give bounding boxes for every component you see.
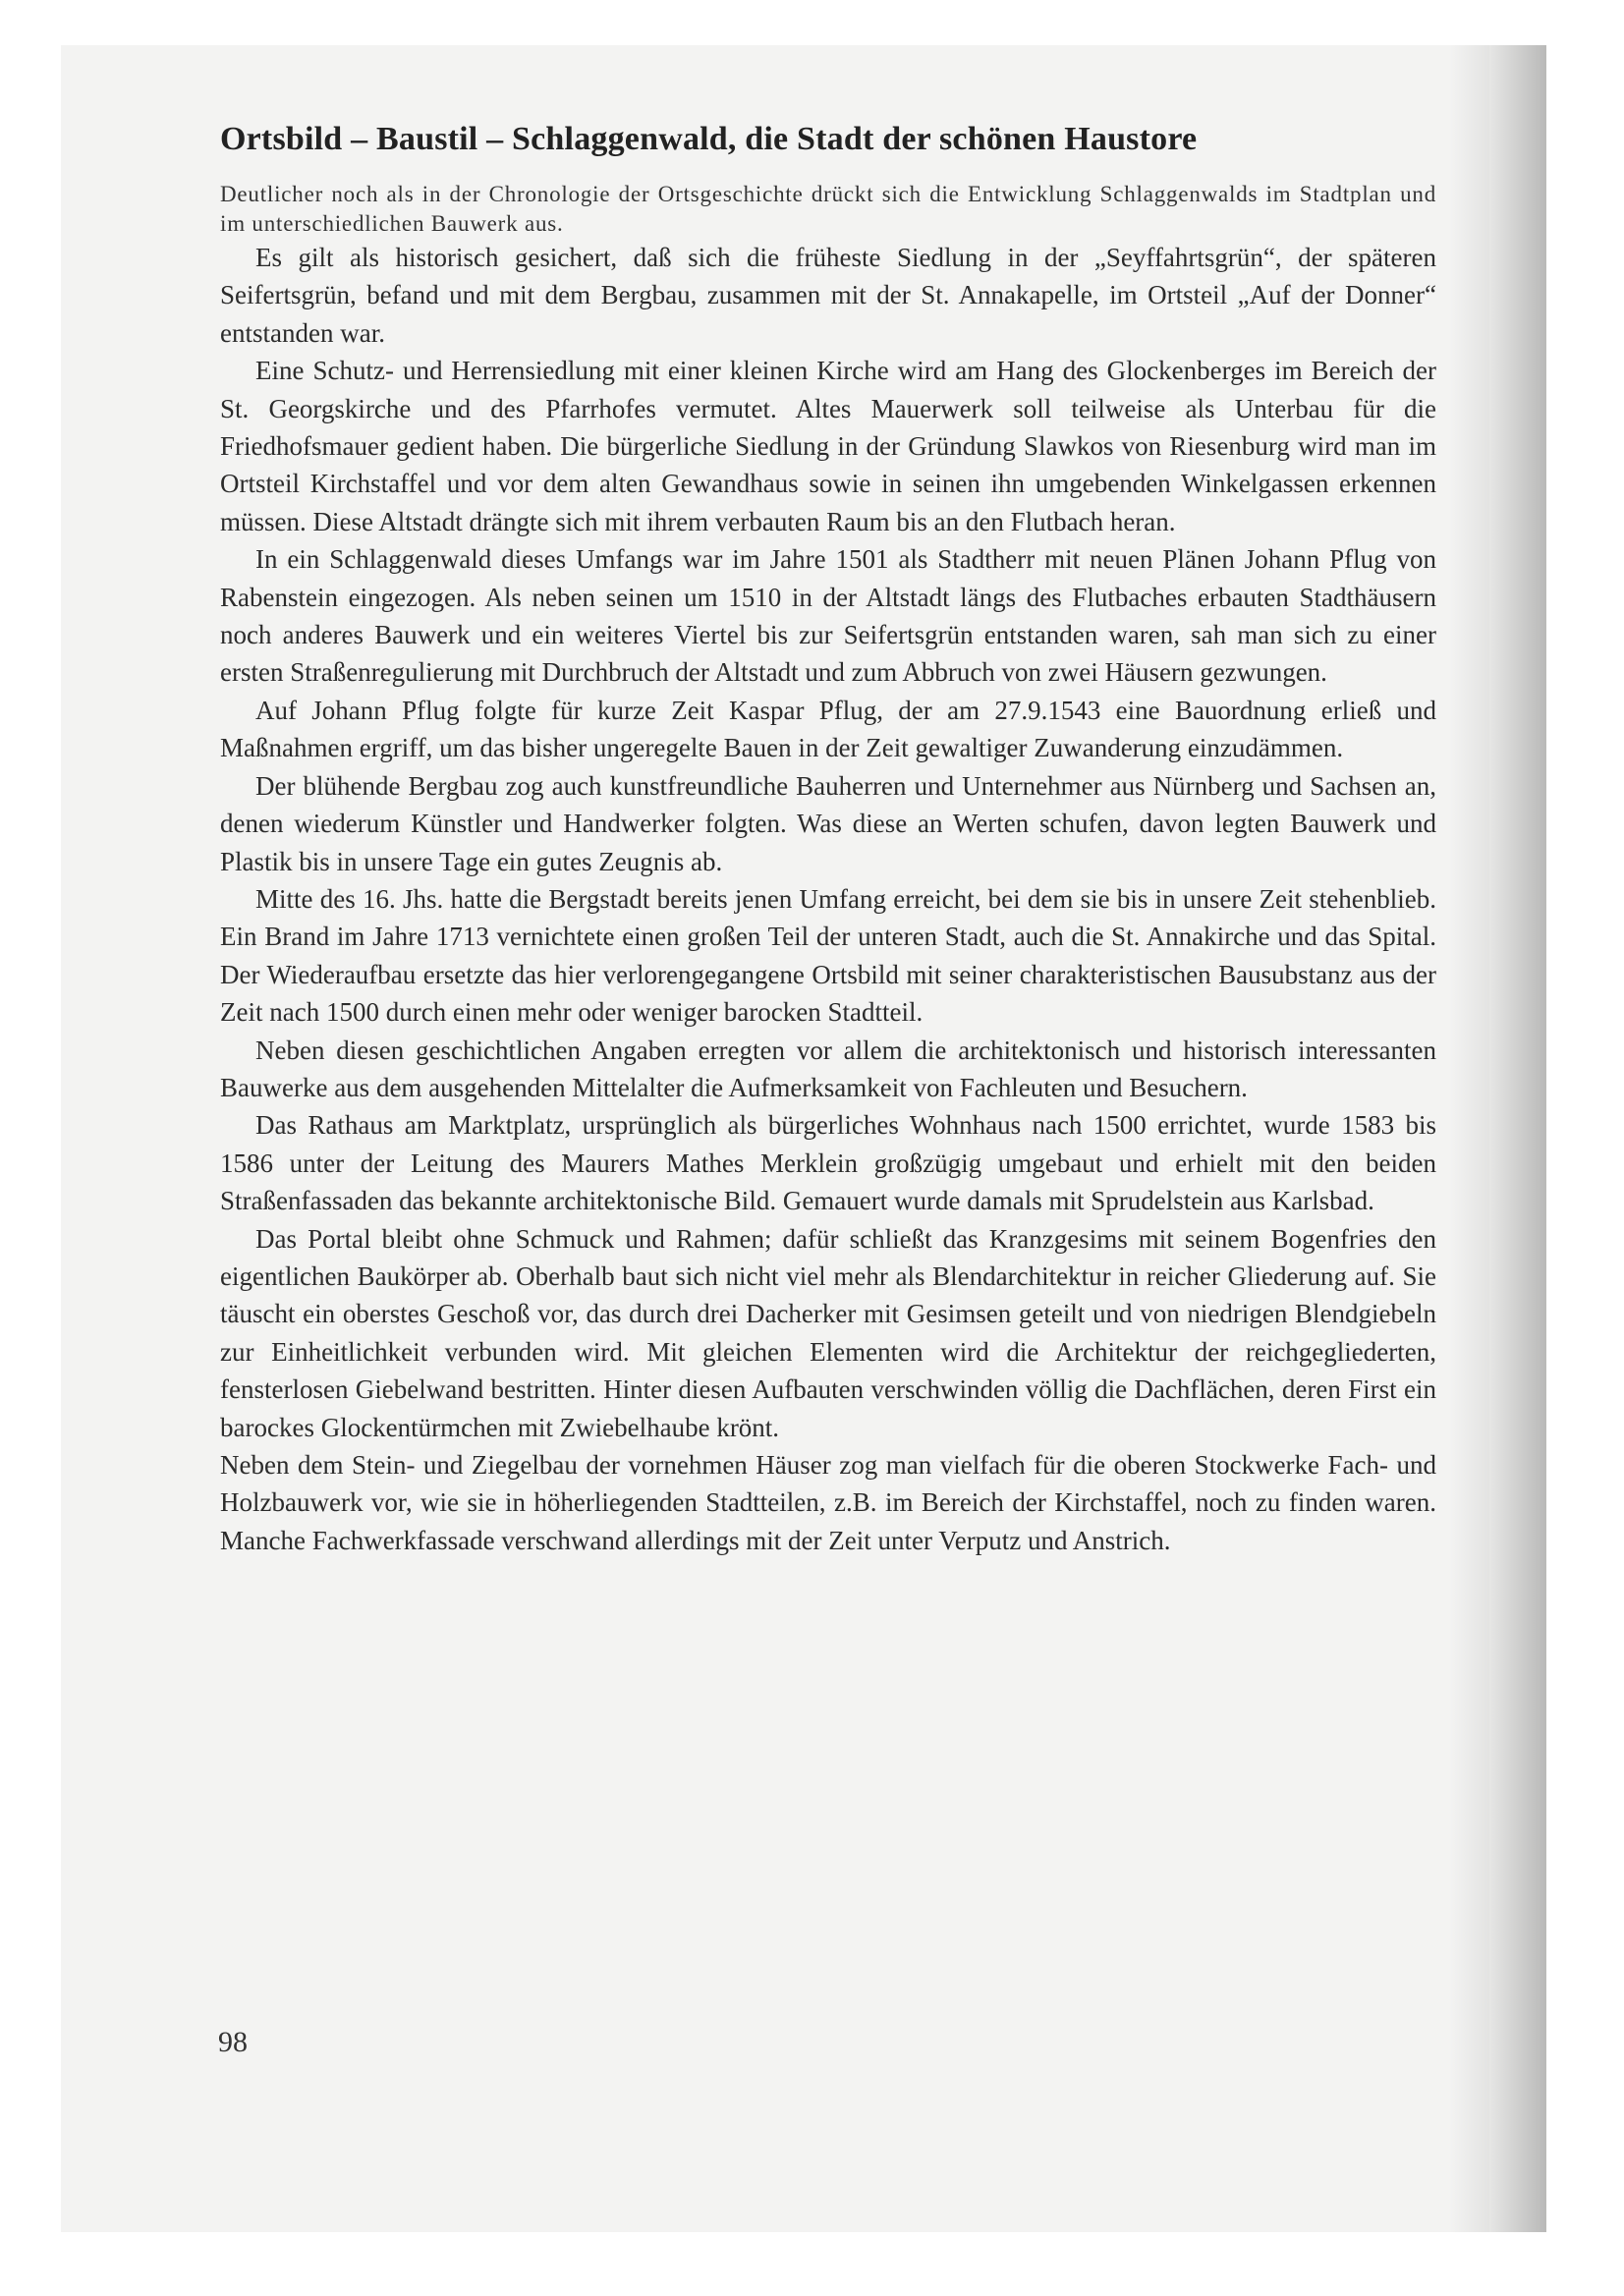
paragraph-8: Das Rathaus am Marktplatz, ursprünglich als bürgerliches Wohnhaus nach 1500 errichtet, wurde 1583 bis 1586 unter der Leitung des Maurers Mathes Merklein großzügig umgebaut und erhielt mit den beiden Straßenfassaden das bekannte architektonische Bild. Gemauert wurde damals mit Sprudelstein aus Karlsbad. (220, 1110, 1436, 1216)
paragraph-2: Eine Schutz- und Herrensiedlung mit einer kleinen Kirche wird am Hang des Glockenberges im Bereich der St. Georgskirche und des Pfarrhofes vermutet. Altes Mauerwerk soll teilweise als Unterbau für die Friedhofsmauer gedient haben. Die bürgerliche Siedlung in der Gründung Slawkos von Riesenburg wird man im Ortsteil Kirchstaffel und vor dem alten Gewandhaus sowie in seinen ihn umgebenden Winkelgassen erkennen müssen. Diese Altstadt drängte sich mit ihrem verbauten Raum bis an den Flutbach heran. (220, 356, 1436, 536)
paragraph-7: Neben diesen geschichtlichen Angaben erregten vor allem die architektonisch und historisch interessanten Bauwerke aus dem ausgehenden Mittelalter die Aufmerksamkeit von Fachleuten und Besuchern. (220, 1035, 1436, 1102)
page-edge-shadow (1489, 45, 1546, 2232)
page-number: 98 (218, 2026, 248, 2058)
paragraph-6: Mitte des 16. Jhs. hatte die Bergstadt bereits jenen Umfang erreicht, bei dem sie bis in unsere Zeit stehenblieb. Ein Brand im Jahre 1713 vernichtete einen großen Teil der unteren Stadt, auch die St. Annakirche und das Spital. Der Wiederaufbau ersetzte das hier verlorengegangene Ortsbild mit seiner charakteristischen Bausubstanz aus der Zeit nach 1500 durch einen mehr oder weniger barocken Stadtteil. (220, 883, 1436, 1028)
paragraph-4: Auf Johann Pflug folgte für kurze Zeit Kaspar Pflug, der am 27.9.1543 eine Bauordnung erließ und Maßnahmen ergriff, um das bisher ungeregelte Bauen in der Zeit gewaltiger Zuwanderung einzudämmen. (220, 695, 1436, 763)
article-title: Ortsbild – Baustil – Schlaggenwald, die Stadt der schönen Haustore (220, 121, 1198, 157)
paragraph-1: Es gilt als historisch gesichert, daß sich die früheste Siedlung in der „Seyffahrtsgrün“, der späteren Seifertsgrün, befand und mit dem Bergbau, zusammen mit der St. Annakapelle, im Ortsteil „Auf der Donner“ entstanden war. (220, 243, 1436, 348)
paragraph-10: Neben dem Stein- und Ziegelbau der vornehmen Häuser zog man vielfach für die oberen Stockwerke Fach- und Holzbauwerk vor, wie sie in höherliegenden Stadtteilen, z.B. im Bereich der Kirchstaffel, noch zu finden waren. Manche Fachwerkfassade verschwand allerdings mit der Zeit unter Verputz und Anstrich. (220, 1450, 1436, 1555)
article-body (220, 119, 1436, 1559)
paragraph-3: In ein Schlaggenwald dieses Umfangs war im Jahre 1501 als Stadtherr mit neuen Plänen Johann Pflug von Rabenstein eingezogen. Als neben seinen um 1510 in der Altstadt längs des Flutbaches erbauten Stadthäusern noch anderes Bauwerk und ein weiteres Viertel bis zur Seifertsgrün entstanden waren, sah man sich zu einer ersten Straßenregulierung mit Durchbruch der Altstadt und zum Abbruch von zwei Häusern gezwungen. (220, 544, 1436, 688)
page-gutter-shade (1450, 45, 1489, 2232)
paragraph-5: Der blühende Bergbau zog auch kunstfreundliche Bauherren und Unternehmer aus Nürnberg und Sachsen an, denen wiederum Künstler und Handwerker folgten. Was diese an Werten schufen, davon legten Bauwerk und Plastik bis in unsere Tage ein gutes Zeugnis ab. (220, 770, 1436, 876)
paragraph-9: Das Portal bleibt ohne Schmuck und Rahmen; dafür schließt das Kranzgesims mit seinem Bogenfries den eigentlichen Baukörper ab. Oberhalb baut sich nicht viel mehr als Blendarchitektur in reicher Gliederung auf. Sie täuscht ein oberstes Geschoß vor, das durch drei Dacherker mit Gesimsen geteilt und von niedrigen Blendgiebeln zur Einheitlichkeit verbunden wird. Mit gleichen Elementen wird die Architektur der reichgegliederten, fensterlosen Giebelwand bestritten. Hinter diesen Aufbauten verschwinden völlig die Dachflächen, deren First ein barockes Glockentürmchen mit Zwiebelhaube krönt. (220, 1223, 1436, 1442)
article-intro: Deutlicher noch als in der Chronologie der Ortsgeschichte drückt sich die Entwicklung Schlaggenwalds im Stadtplan und im unterschiedlichen Bauwerk aus. (220, 182, 1436, 236)
